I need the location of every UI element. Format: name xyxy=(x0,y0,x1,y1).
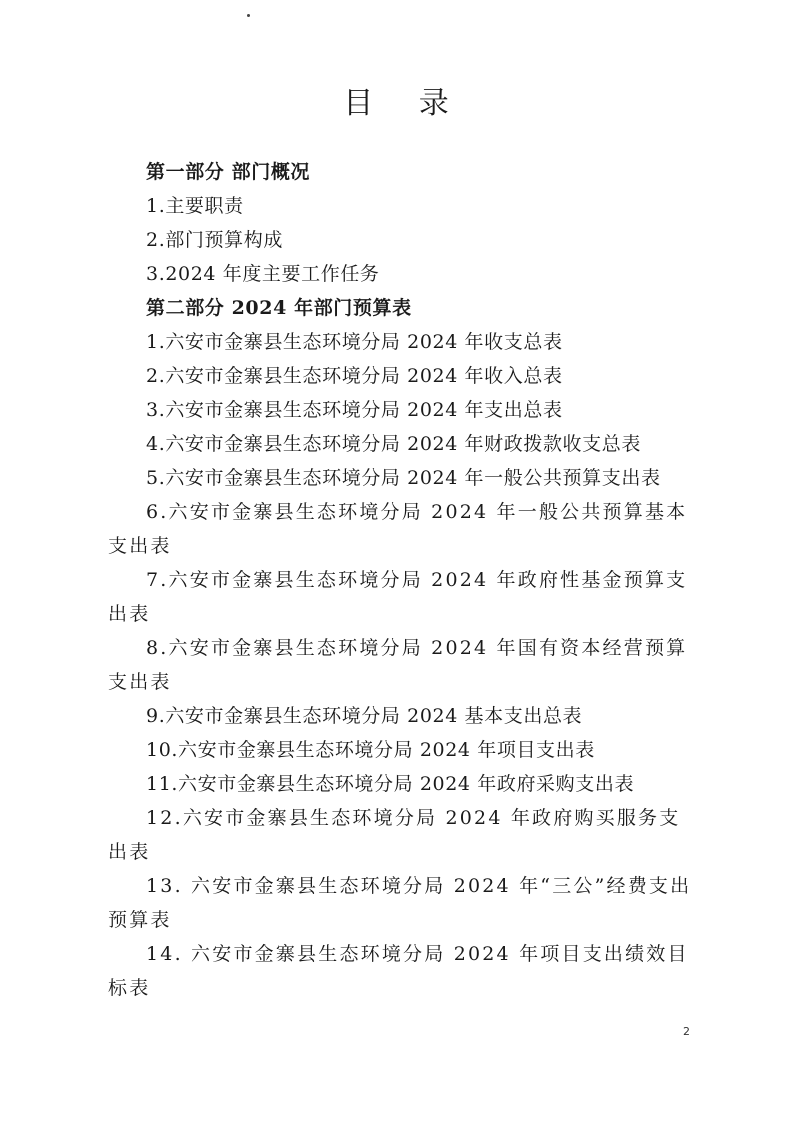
toc-part2-item-12: 12.六安市金寨县生态环境分局 2024 年政府购买服务支出表 xyxy=(108,807,681,863)
toc-part2-item-7: 7.六安市金寨县生态环境分局 2024 年政府性基金预算支出表 xyxy=(108,569,688,625)
toc-part2-item-3: 3.六安市金寨县生态环境分局 2024 年支出总表 xyxy=(146,399,563,421)
toc-part2-item-6: 6.六安市金寨县生态环境分局 2024 年一般公共预算基本支出表 xyxy=(108,501,688,557)
toc-part2-item-2: 2.六安市金寨县生态环境分局 2024 年收入总表 xyxy=(146,365,563,387)
page-title: 目 录 xyxy=(343,86,467,121)
toc-part2-item-13: 13. 六安市金寨县生态环境分局 2024 年“三公”经费支出预算表 xyxy=(108,875,692,931)
toc-part1-item-1: 1.主要职责 xyxy=(146,195,244,217)
toc-part1-item-2: 2.部门预算构成 xyxy=(146,229,283,251)
toc-part2-item-9: 9.六安市金寨县生态环境分局 2024 基本支出总表 xyxy=(146,705,583,727)
toc-part2-item-14: 14. 六安市金寨县生态环境分局 2024 年项目支出绩效目标表 xyxy=(108,943,689,999)
toc-part2-item-11: 11.六安市金寨县生态环境分局 2024 年政府采购支出表 xyxy=(146,773,635,795)
toc-part2-item-10: 10.六安市金寨县生态环境分局 2024 年项目支出表 xyxy=(146,739,595,761)
toc-part1-item-3: 3.2024 年度主要工作任务 xyxy=(146,263,380,285)
table-of-contents xyxy=(108,155,693,1005)
toc-part1-heading: 第一部分 部门概况 xyxy=(146,161,311,183)
toc-part2-item-8: 8.六安市金寨县生态环境分局 2024 年国有资本经营预算支出表 xyxy=(108,637,688,693)
toc-part2-heading: 第二部分 2024 年部门预算表 xyxy=(146,297,412,319)
page-number: 2 xyxy=(683,1025,690,1038)
scan-dot xyxy=(247,14,250,17)
toc-part2-item-4: 4.六安市金寨县生态环境分局 2024 年财政拨款收支总表 xyxy=(146,433,641,455)
toc-part2-item-5: 5.六安市金寨县生态环境分局 2024 年一般公共预算支出表 xyxy=(146,467,661,489)
toc-part2-item-1: 1.六安市金寨县生态环境分局 2024 年收支总表 xyxy=(146,331,563,353)
